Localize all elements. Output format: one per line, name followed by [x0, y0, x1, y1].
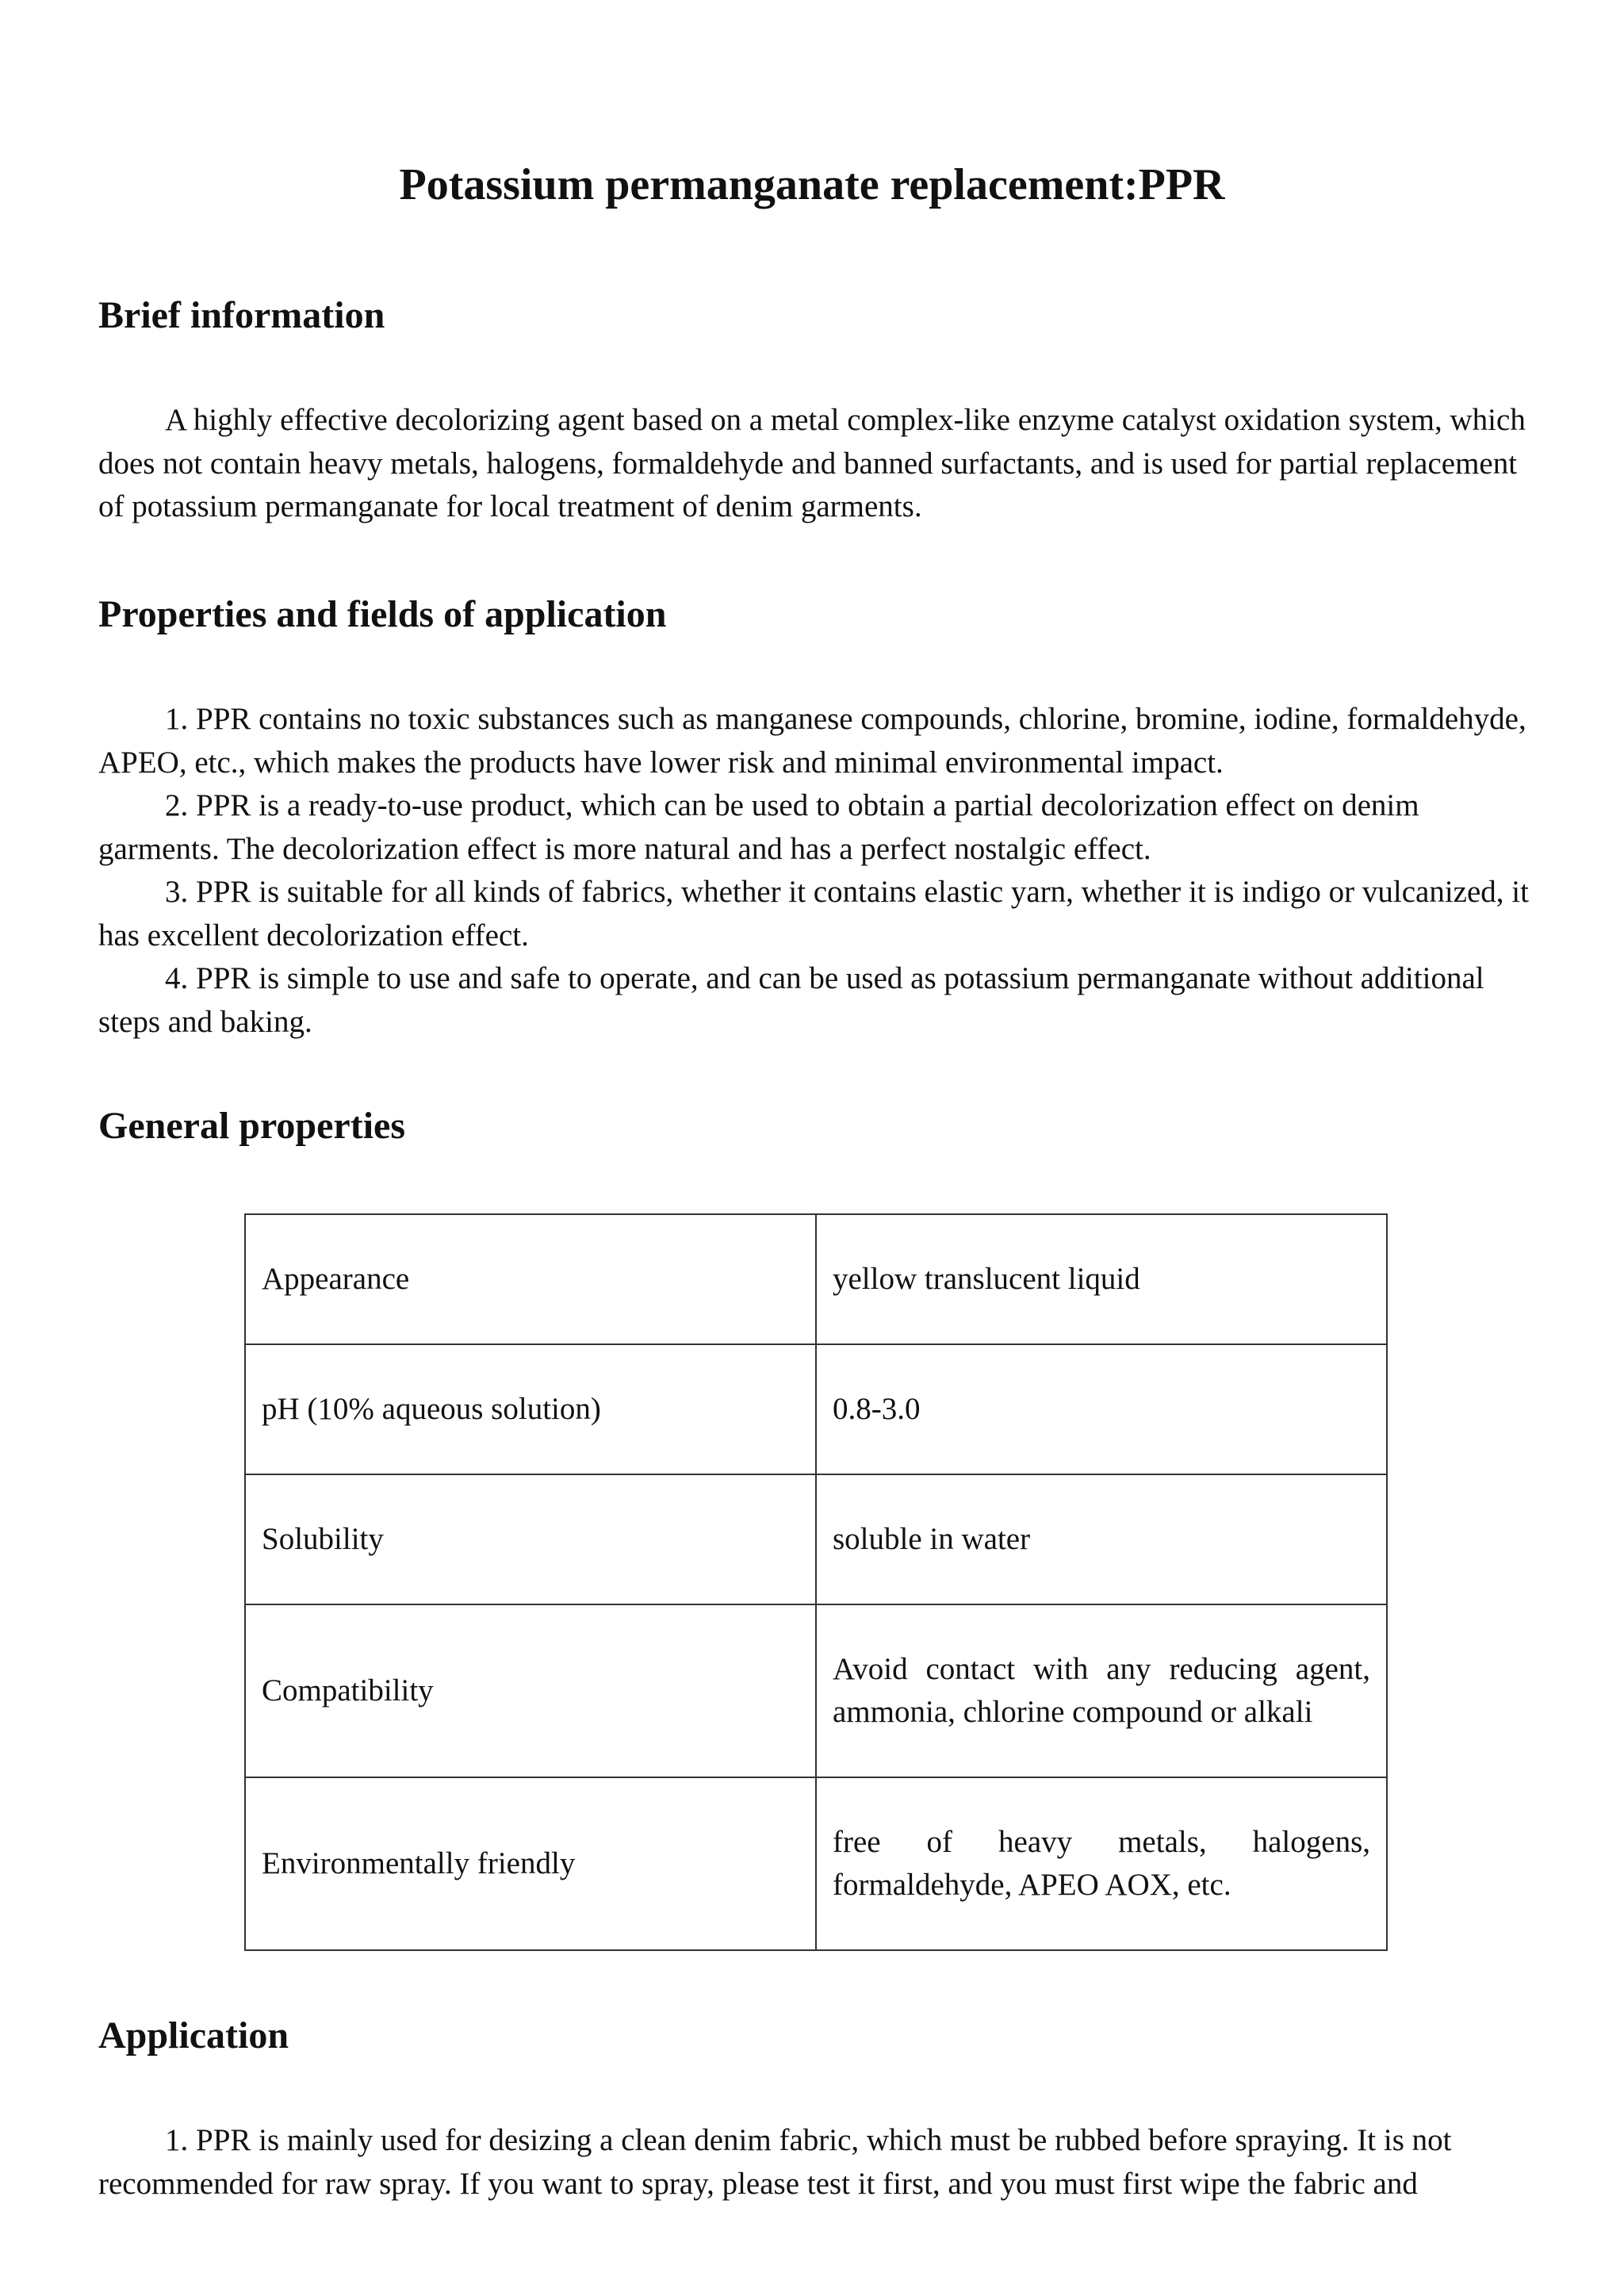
property-value: free of heavy metals, halogens, formaldehyde, APEO AOX, etc. — [816, 1777, 1387, 1950]
brief-information-heading: Brief information — [98, 294, 385, 336]
property-label: pH (10% aqueous solution) — [245, 1344, 816, 1474]
properties-list — [98, 698, 1534, 1044]
property-value: Avoid contact with any reducing agent, ammonia, chlorine compound or alkali — [816, 1604, 1387, 1777]
property-label: Compatibility — [245, 1604, 816, 1777]
property-label: Environmentally friendly — [245, 1777, 816, 1950]
list-item: 2. PPR is a ready-to-use product, which can be used to obtain a partial decolorization effect on denim garments. The decolorization effect is more natural and has a perfect nostalgic effect. — [98, 788, 1419, 866]
document-title: Potassium permanganate replacement:PPR — [399, 160, 1225, 209]
list-item: 3. PPR is suitable for all kinds of fabrics, whether it contains elastic yarn, whether it is indigo or vulcanized, it has excellent decolorization effect. — [98, 875, 1529, 953]
list-item: 1. PPR contains no toxic substances such as manganese compounds, chlorine, bromine, iodine, formaldehyde, APEO, etc., which makes the products have lower risk and minimal environmental impact. — [98, 702, 1526, 780]
table-row — [245, 1604, 1387, 1777]
table-row — [245, 1214, 1387, 1344]
properties-heading: Properties and fields of application — [98, 593, 667, 635]
table-row — [245, 1474, 1387, 1604]
property-label: Solubility — [245, 1474, 816, 1604]
brief-information-text: A highly effective decolorizing agent based on a metal complex-like enzyme catalyst oxidation system, which does not contain heavy metals, halogens, formaldehyde and banned surfactants, and is used for partial replacement of potassium permanganate for local treatment of denim garments. — [98, 403, 1526, 523]
table-row — [245, 1777, 1387, 1950]
brief-information-paragraph — [98, 399, 1534, 529]
general-properties-table — [244, 1213, 1388, 1951]
application-text: 1. PPR is mainly used for desizing a clean denim fabric, which must be rubbed before spraying. It is not recommended for raw spray. If you want to spray, please test it first, and you must first wipe the fabric and — [98, 2123, 1452, 2201]
property-label: Appearance — [245, 1214, 816, 1344]
application-heading: Application — [98, 2014, 289, 2056]
list-item: 4. PPR is simple to use and safe to operate, and can be used as potassium permanganate without additional steps and baking. — [98, 961, 1484, 1039]
property-value: yellow translucent liquid — [816, 1214, 1387, 1344]
property-value: soluble in water — [816, 1474, 1387, 1604]
general-properties-heading: General properties — [98, 1105, 406, 1147]
table-row — [245, 1344, 1387, 1474]
application-paragraph — [98, 2119, 1534, 2206]
property-value: 0.8-3.0 — [816, 1344, 1387, 1474]
